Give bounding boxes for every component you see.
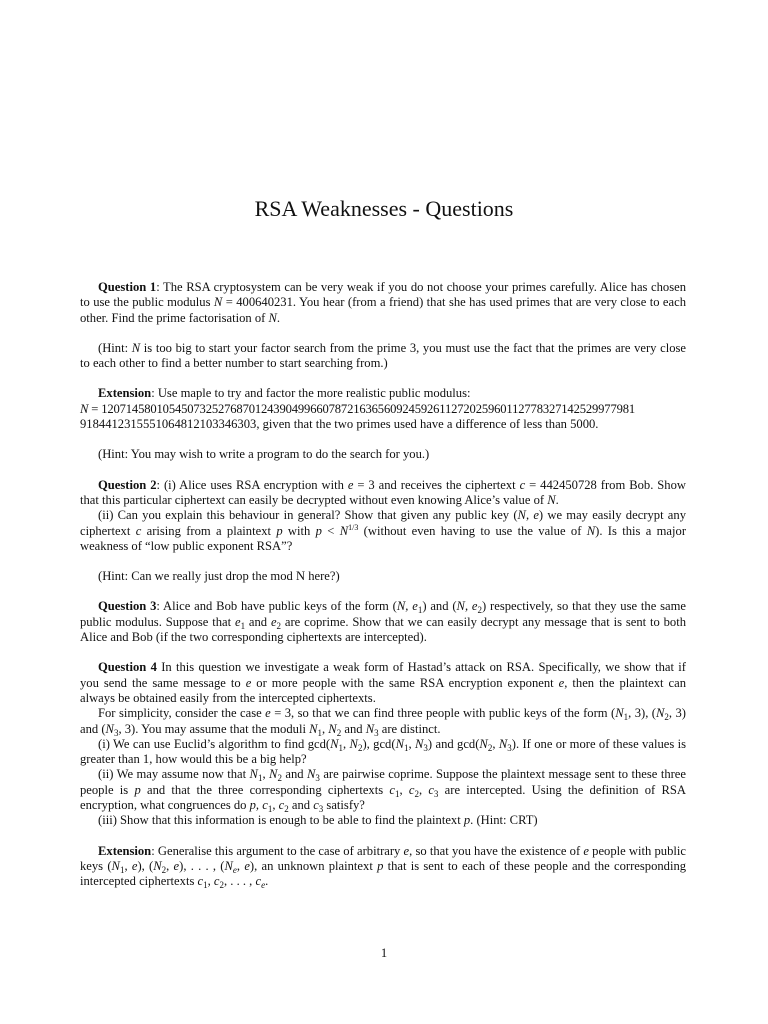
document-title: RSA Weaknesses - Questions <box>254 196 514 221</box>
question-4-extension: Extension: Generalise this argument to the case of arbitrary e, so that you have the existence of e people with public keys ($N_1$, e), ($N_2$, e), . . . , ($N_e$, e), an unknown plaintext p that is sent to each of these people and the corresponding intercepted ciphertexts $c_1$, $c_2$, . . . , $c_e$. <box>80 843 687 891</box>
question-4-part-iii: (iii) Show that this information is enough to be able to find the plaintext p. (Hint: CRT) <box>98 813 538 828</box>
question-1: Question 1: The RSA cryptosystem can be very weak if you do not choose your primes carefully. Alice has chosen to use the public modulus N = 400640231. You hear (from a friend) that she has used primes that are very close to each other. Find the prime factorisation of N. <box>80 280 687 325</box>
page-number: 1 <box>380 946 388 960</box>
document-body <box>80 280 686 890</box>
question-1-extension-label: Extension <box>98 386 152 401</box>
question-1-modulus-cont: 91844123155510648121033463​03, given that the two primes used have a difference of less than 5000. <box>80 417 599 432</box>
question-4: Question 4 In this question we investigate a weak form of Hastad’s attack on RSA. Specifically, we show that if you send the same message to e or more people with the same RSA encryption exponent e, then the plaintext can always be obtained easily from the intercepted ciphertexts. <box>80 660 686 705</box>
question-4-part-ii: (ii) We may assume now that $N_1$, $N_2$ and $N_3$ are pairwise coprime. Suppose the plaintext message sent to these three people is p and that the three corresponding ciphertexts $c_1$, $c_2$, $c_3$ are intercepted. Using the definition of RSA encryption, what congruences do p, $c_1$, $c_2$ and $c_3$ satisfy? <box>80 767 686 815</box>
question-1-modulus: N = 120714580105450732527687012439049966078721636560924592611272025960112778327142529977981 <box>80 401 636 416</box>
question-2-label: Question 2 <box>98 477 157 492</box>
question-4-label: Question 4 <box>98 660 157 675</box>
question-2-part-ii: (ii) Can you explain this behaviour in general? Show that given any public key (N, e) we may easily decrypt any ciphertext c arising from a plaintext p with $p < N^{1/3}$ (without even having to use the value of N). Is this a major weakness of “low public exponent RSA”? <box>80 508 687 553</box>
question-4-extension-label: Extension <box>98 843 152 858</box>
question-3-label: Question 3 <box>98 599 157 614</box>
question-2: Question 2: (i) Alice uses RSA encryption with e = 3 and receives the ciphertext c = 442450728 from Bob. Show that this particular ciphertext can easily be decrypted without even knowing Alice’s value of N. <box>80 477 686 507</box>
question-4-part-i: (i) We can use Euclid’s algorithm to find $\gcd(N_1$, $N_2$), $\gcd(N_1$, $N_3$) and $\gcd(N_2$, $N_3$). If one or more of these values is greater than 1, how would this be a big help? <box>80 736 687 767</box>
question-3: Question 3: Alice and Bob have public keys of the form (N, $e_1$) and (N, $e_2$) respectively, so that they use the same public modulus. Suppose that $e_1$ and $e_2$ are coprime. Show that we can easily decrypt any message that is sent to both Alice and Bob (if the two corresponding ciphertexts are intercepted). <box>80 599 687 645</box>
question-4-setup: For simplicity, consider the case e = 3, so that we can find three people with public keys of the form ($N_1$, 3), ($N_2$, 3) and ($N_3$, 3). You may assume that the moduli $N_1$, $N_2$ and $N_3$ are distinct. <box>80 706 686 738</box>
question-1-extension: Extension: Use maple to try and factor the more realistic public modulus: <box>98 386 471 401</box>
question-2-hint: (Hint: Can we really just drop the mod N here?) <box>98 569 340 584</box>
question-1-label: Question 1 <box>98 280 157 294</box>
question-1-hint: (Hint: N is too big to start your factor search from the prime 3, you must use the fact that the primes are very close to each other to find a better number to start searching from.) <box>80 340 686 371</box>
question-1-extension-hint: (Hint: You may wish to write a program to do the search for you.) <box>98 447 430 462</box>
